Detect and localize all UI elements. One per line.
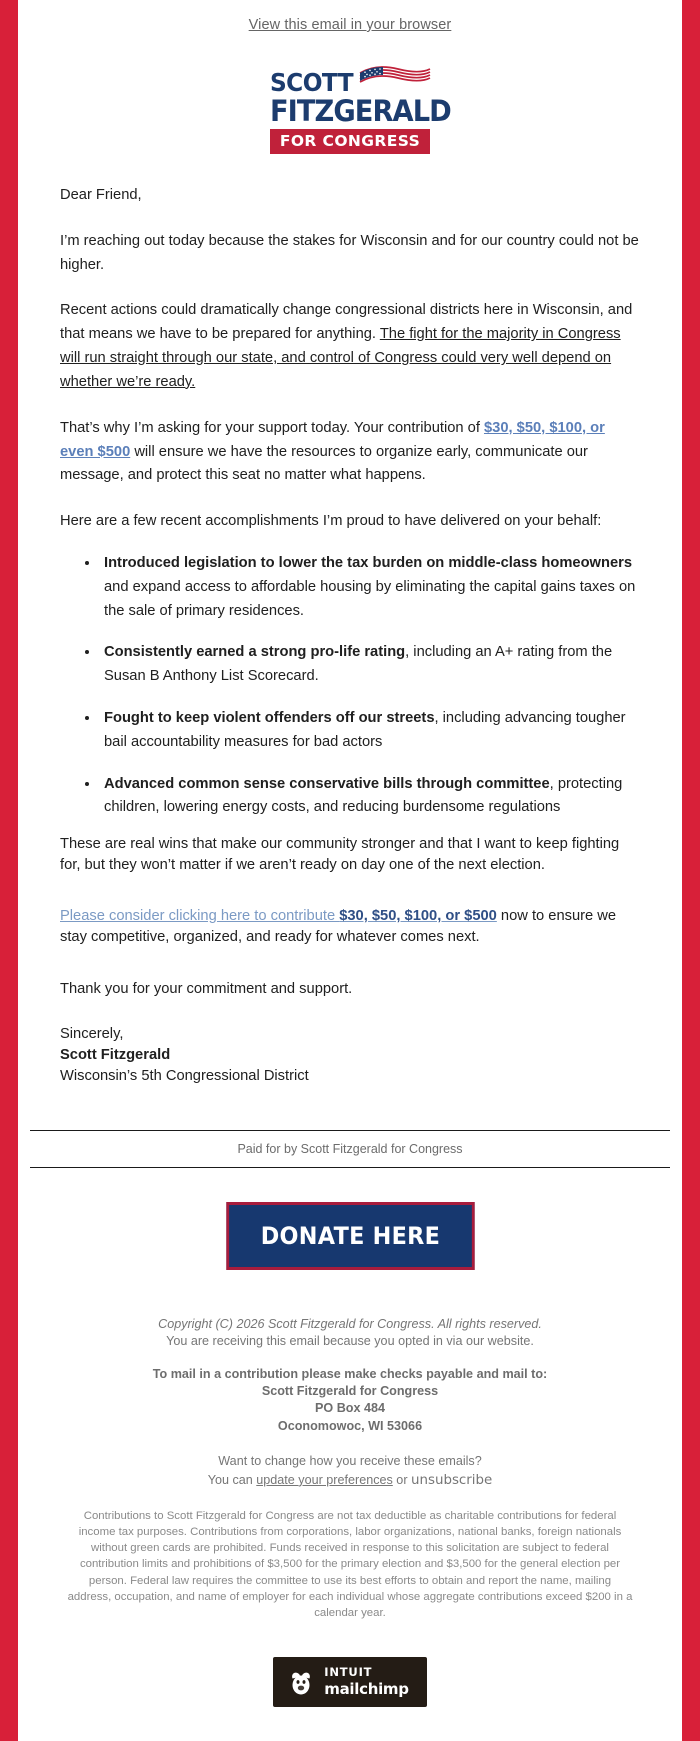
paragraph-3-before: That’s why I’m asking for your support today. Your contribution of xyxy=(60,419,484,436)
paragraph-6 xyxy=(60,906,640,948)
paragraph-3 xyxy=(60,417,640,488)
letter-body xyxy=(18,170,682,1122)
mailchimp-monkey-icon xyxy=(287,1668,315,1696)
paragraph-3-after: will ensure we have the resources to organize early, communicate our message, and protect this seat no matter what happens. xyxy=(60,443,588,484)
paragraph-1: I’m reaching out today because the stakes for Wisconsin and for our country could not be higher. xyxy=(60,232,639,273)
unsubscribe-link[interactable]: unsubscribe xyxy=(411,1472,493,1488)
mail-street: PO Box 484 xyxy=(315,1401,385,1416)
view-in-browser-link[interactable]: View this email in your browser xyxy=(248,17,452,33)
salutation: Dear Friend, xyxy=(60,187,142,203)
mail-organization: Scott Fitzgerald for Congress xyxy=(261,1383,439,1398)
paragraph-2 xyxy=(60,299,640,394)
paragraph-2-plain: Recent actions could dramatically change congressional districts here in Wisconsin, and that means we have to be prepared for anything. xyxy=(60,302,633,343)
list-item xyxy=(100,552,640,623)
list-item-rest: , including advancing tougher bail accountability measures for bad actors xyxy=(104,710,626,750)
donate-section xyxy=(18,1168,682,1298)
list-item-lead: Introduced legislation to lower the tax burden on middle-class homeowners xyxy=(104,554,633,571)
preheader xyxy=(18,0,682,40)
preferences-or: or xyxy=(392,1472,412,1487)
donate-here-button[interactable]: DONATE HERE xyxy=(226,1202,474,1270)
mail-intro: To mail in a contribution please make checks payable and mail to: xyxy=(152,1366,548,1381)
mailchimp-attribution xyxy=(18,1621,682,1741)
email-content-container xyxy=(18,0,682,1741)
contribute-cta-text: Please consider clicking here to contribute xyxy=(60,908,340,924)
list-item-lead: Advanced common sense conservative bills through committee xyxy=(104,775,550,792)
logo-last-name: FITZGERALD xyxy=(270,94,451,128)
signature-name: Scott Fitzgerald xyxy=(60,1046,171,1063)
list-item xyxy=(100,707,640,755)
mailchimp-badge-inner xyxy=(287,1667,408,1697)
mailchimp-label: mailchimp xyxy=(324,1679,409,1698)
preferences-block xyxy=(62,1453,638,1490)
logo-tagline: FOR CONGRESS xyxy=(270,129,430,154)
list-item-lead: Fought to keep violent offenders off our streets xyxy=(104,710,435,726)
mailing-address-block xyxy=(62,1366,638,1436)
list-item-rest: , including an A+ rating from the Susan B Anthony List Scorecard. xyxy=(104,644,613,685)
contribution-amounts-link[interactable]: $30, $50, $100, or even $500 xyxy=(60,419,605,460)
campaign-logo xyxy=(18,40,682,170)
paragraph-5: These are real wins that make our community stronger and that I want to keep fighting for, but they won’t matter if we aren’t ready on day one of the next election. xyxy=(60,836,620,874)
copyright-line: Copyright (C) 2026 Scott Fitzgerald for Congress. All rights reserved. xyxy=(158,1316,542,1331)
email-footer xyxy=(18,1298,682,1622)
optin-line: You are receiving this email because you opted in via our website. xyxy=(166,1333,534,1348)
logo-lockup xyxy=(270,68,451,154)
preferences-you-can: You can xyxy=(207,1472,257,1487)
signature-block xyxy=(60,1024,640,1088)
legal-disclaimer: Contributions to Scott Fitzgerald for Congress are not tax deductible as charitable contributions for federal income tax purposes. Contributions from corporations, labor organizations, national banks, foreign nationals without green cards are prohibited. Funds received in response to this solicitation are subject to federal contribution limits and prohibitions of $3,500 for the primary election and $3,500 for the general election per person. Federal law requires the committee to use its best efforts to obtain and report the name, mailing address, occupation, and name of employer for each individual whose aggregate contributions exceed $200 in a calendar year. xyxy=(67,1509,633,1620)
paragraph-7: Thank you for your commitment and support. xyxy=(60,980,353,997)
intuit-label: INTUIT xyxy=(324,1665,373,1680)
preferences-question: Want to change how you receive these emails? xyxy=(218,1454,482,1468)
accomplishments-list xyxy=(60,552,640,820)
list-item-rest: , protecting children, lowering energy costs, and reducing burdensome regulations xyxy=(104,775,623,816)
list-item xyxy=(100,641,640,689)
logo-first-name: SCOTT xyxy=(270,68,354,97)
update-preferences-link[interactable]: update your preferences xyxy=(256,1472,393,1487)
logo-line-one xyxy=(270,70,430,95)
paid-for-disclaimer xyxy=(30,1130,670,1168)
list-item-rest: and expand access to affordable housing by eliminating the capital gains taxes on the sale of primary residences. xyxy=(104,578,636,619)
mailchimp-badge[interactable] xyxy=(273,1657,426,1707)
accomplishments-intro: Here are a few recent accomplishments I’m proud to have delivered on your behalf: xyxy=(60,513,602,530)
list-item xyxy=(100,773,640,821)
list-item-lead: Consistently earned a strong pro-life rating xyxy=(104,644,406,661)
mail-city-state-zip: Oconomowoc, WI 53066 xyxy=(277,1418,423,1433)
usa-flag-icon xyxy=(358,65,432,93)
paid-for-text: Paid for by Scott Fitzgerald for Congress xyxy=(237,1141,463,1156)
paragraph-6-after: now to ensure we stay competitive, organized, and ready for whatever comes next. xyxy=(60,908,617,945)
contribute-cta-link[interactable] xyxy=(60,908,497,924)
mailchimp-wordmark xyxy=(324,1667,408,1697)
paragraph-2-underlined: The fight for the majority in Congress will run straight through our state, and control of Congress could very well depend on whether we’re ready. xyxy=(60,326,621,390)
contribute-cta-amounts: $30, $50, $100, or $500 xyxy=(339,908,497,924)
signature-title: Wisconsin’s 5th Congressional District xyxy=(60,1068,309,1085)
signature-closing: Sincerely, xyxy=(60,1025,124,1042)
